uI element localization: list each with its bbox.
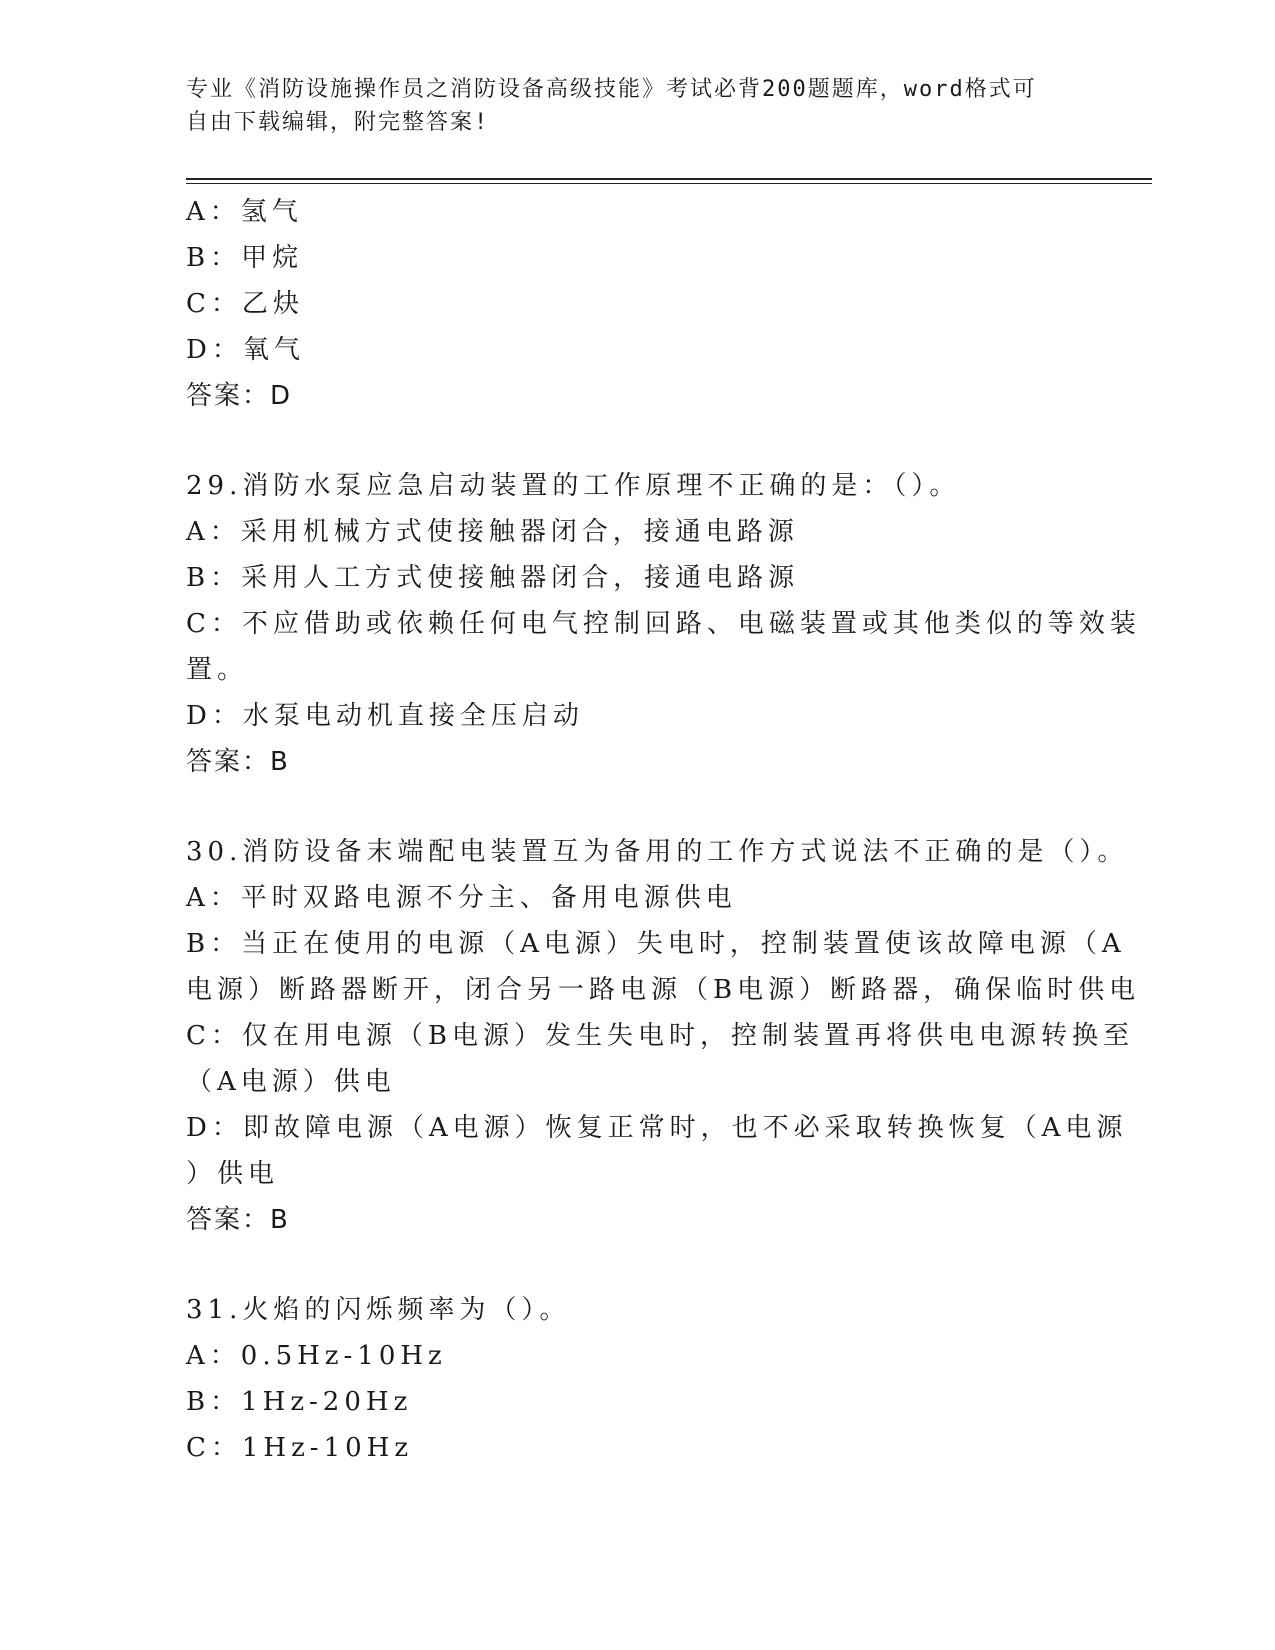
question-30-block	[186, 829, 1141, 1243]
question-content	[186, 189, 1141, 1471]
q30-option-d-line-1: D：即故障电源（A电源）恢复正常时，也不必采取转换恢复（A电源	[186, 1113, 1128, 1143]
q31-option-c: C：1Hz-10Hz	[186, 1433, 414, 1463]
q30-option-a: A：平时双路电源不分主、备用电源供电	[186, 883, 737, 913]
q28-option-a: A：氢气	[186, 197, 303, 227]
q30-option-b-line-2: 电源）断路器断开，闭合另一路电源（B电源）断路器，确保临时供电	[186, 975, 1141, 1005]
q28-answer: 答案：D	[186, 381, 293, 411]
spacer	[186, 419, 1086, 463]
q29-option-c-line-1: C：不应借助或依赖任何电气控制回路、电磁装置或其他类似的等效装	[186, 609, 1141, 639]
q31-option-a: A：0.5Hz-10Hz	[186, 1341, 447, 1371]
header-divider-thin	[186, 183, 1152, 184]
q29-question: 29.消防水泵应急启动装置的工作原理不正确的是：（）。	[186, 471, 961, 501]
q28-option-b: B：甲烷	[186, 243, 304, 273]
header-line-1: 专业《消防设施操作员之消防设备高级技能》考试必背200题题库，word格式可	[186, 77, 1037, 102]
spacer	[186, 785, 1086, 829]
q29-option-b: B：采用人工方式使接触器闭合，接通电路源	[186, 563, 800, 593]
q29-answer: 答案：B	[186, 747, 290, 777]
spacer	[186, 1243, 1086, 1287]
question-31-block	[186, 1287, 1086, 1471]
header-divider-thick	[186, 178, 1152, 180]
question-28-block	[186, 189, 1086, 419]
q29-option-a: A：采用机械方式使接触器闭合，接通电路源	[186, 517, 799, 547]
document-header	[186, 73, 1066, 139]
q30-option-c-line-1: C：仅在用电源（B电源）发生失电时，控制装置再将供电电源转换至	[186, 1021, 1135, 1051]
question-29-block	[186, 463, 1141, 785]
q29-option-c-line-2: 置。	[186, 655, 249, 685]
q30-option-d-line-2: ）供电	[186, 1159, 280, 1189]
q31-question: 31.火焰的闪烁频率为（）。	[186, 1295, 571, 1325]
q30-answer: 答案：B	[186, 1205, 290, 1235]
q28-option-c: C：乙炔	[186, 289, 304, 319]
header-line-2: 自由下载编辑，附完整答案!	[186, 110, 490, 135]
q30-question: 30.消防设备末端配电装置互为备用的工作方式说法不正确的是（）。	[186, 837, 1129, 867]
q30-option-b-line-1: B：当正在使用的电源（A电源）失电时，控制装置使该故障电源（A	[186, 929, 1126, 959]
q28-option-d: D：氧气	[186, 335, 305, 365]
q30-option-c-line-2: （A电源）供电	[186, 1067, 396, 1097]
q29-option-d: D：水泵电动机直接全压启动	[186, 701, 584, 731]
q31-option-b: B：1Hz-20Hz	[186, 1387, 413, 1417]
